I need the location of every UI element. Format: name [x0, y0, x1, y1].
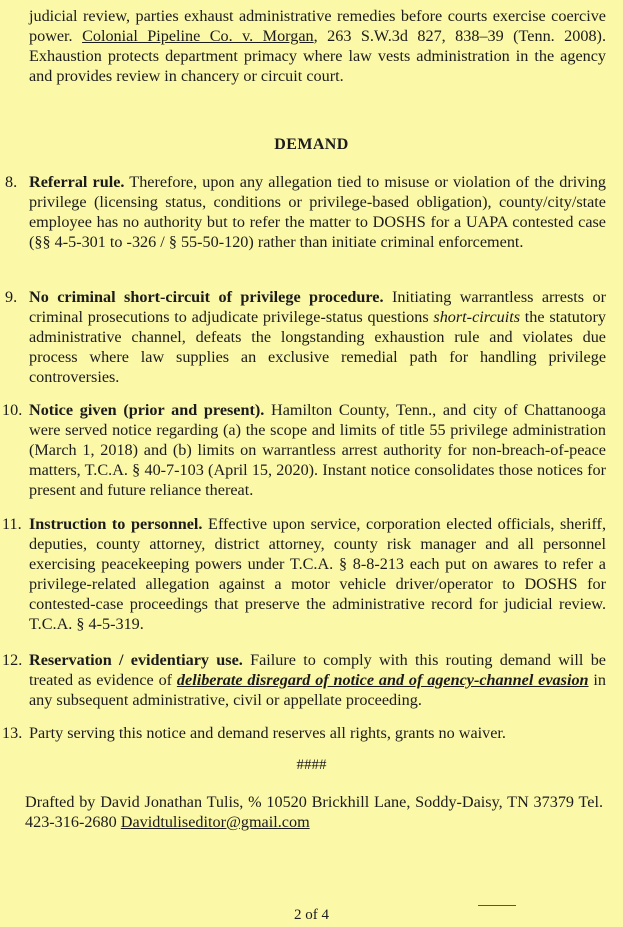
section-heading: DEMAND: [274, 136, 349, 153]
intro-paragraph: [29, 6, 606, 86]
signature-block: [25, 792, 603, 832]
item-text: Therefore, upon any allegation tied to misuse or violation of the driving privilege (licensing status, conditions or privilege-based obligation), county/city/state employee has no authority but to refer the matter to DOSHS for a UAPA contested case (§§ 4-5-301 to -326 / § 55-50-120) rather than initiate criminal enforcement.: [29, 173, 607, 251]
signature-text: Drafted by David Jonathan Tulis, % 10520 Brickhill Lane, Soddy-Daisy, TN 37379 Tel. 423-316-2680: [25, 793, 603, 831]
item-number: 13.: [2, 724, 23, 742]
item-label: Notice given (prior and present).: [29, 401, 265, 419]
item-number: 9.: [5, 288, 18, 306]
item-number: 11.: [2, 515, 22, 533]
demand-item-11: [0, 514, 606, 634]
item-text: Hamilton County, Tenn., and city of Chattanooga were served notice regarding (a) the scope and limits of title 55 privilege administration (March 1, 2018) and (b) limits on warrantless arrest authority for non-breach-of-peace matters, T.C.A. § 40-7-103 (April 15, 2020). Instant notice consolidates those notices for present and future reliance thereat.: [29, 401, 606, 499]
item-text: Initiating warrantless arrests or criminal prosecutions to adjudicate privilege-status questions: [29, 288, 606, 326]
item-number: 10.: [2, 401, 23, 419]
item-number: 12.: [2, 651, 23, 669]
item-label: No criminal short-circuit of privilege procedure.: [29, 288, 384, 306]
demand-item-9: [0, 287, 606, 387]
demand-item-10: [0, 400, 606, 500]
item-text-cont: the statutory administrative channel, defeats the longstanding exhaustion rule and violates due process where law supplies an exclusive remedial path for handling privilege controversies.: [29, 308, 606, 386]
demand-item-8: [0, 172, 606, 252]
item-number: 8.: [5, 173, 18, 191]
item-text: Party serving this notice and demand reserves all rights, grants no waiver.: [29, 724, 506, 742]
item-text: Failure to comply with this routing demand will be treated as evidence of: [29, 651, 606, 689]
item-label: Reservation / evidentiary use.: [29, 651, 243, 669]
email-link[interactable]: Davidtuliseditor@gmail.com: [120, 813, 310, 831]
intro-text: judicial review, parties exhaust administrative remedies before courts exercise coercive power.: [29, 7, 606, 45]
separator: ####: [296, 757, 327, 773]
item-emphasis: deliberate disregard of notice and of agency-channel evasion: [176, 671, 589, 689]
item-emphasis: short-circuits: [433, 308, 521, 326]
item-text: Effective upon service, corporation elected officials, sheriff, deputies, county attorney, district attorney, county risk manager and all personnel exercising peacekeeping powers under T.C.A. § 8-8-213 each put on awares to refer a privilege-related allegation against a motor vehicle driver/operator to DOSHS for contested-case proceedings that preserve the administrative record for judicial review. T.C.A. § 4-5-319.: [29, 515, 606, 633]
case-citation: Colonial Pipeline Co. v. Morgan: [82, 27, 314, 45]
page-number: 2 of 4: [294, 907, 329, 923]
item-text-cont: in any subsequent administrative, civil or appellate proceeding.: [29, 671, 606, 709]
scan-mark: [478, 905, 516, 906]
demand-item-13: [0, 723, 606, 743]
intro-text-cont: , 263 S.W.3d 827, 838–39 (Tenn. 2008). Exhaustion protects department primacy where law vests administration in the agency and provides review in chancery or circuit court.: [29, 27, 606, 85]
item-label: Referral rule.: [29, 173, 125, 191]
demand-item-12: [0, 650, 606, 710]
item-label: Instruction to personnel.: [29, 515, 203, 533]
